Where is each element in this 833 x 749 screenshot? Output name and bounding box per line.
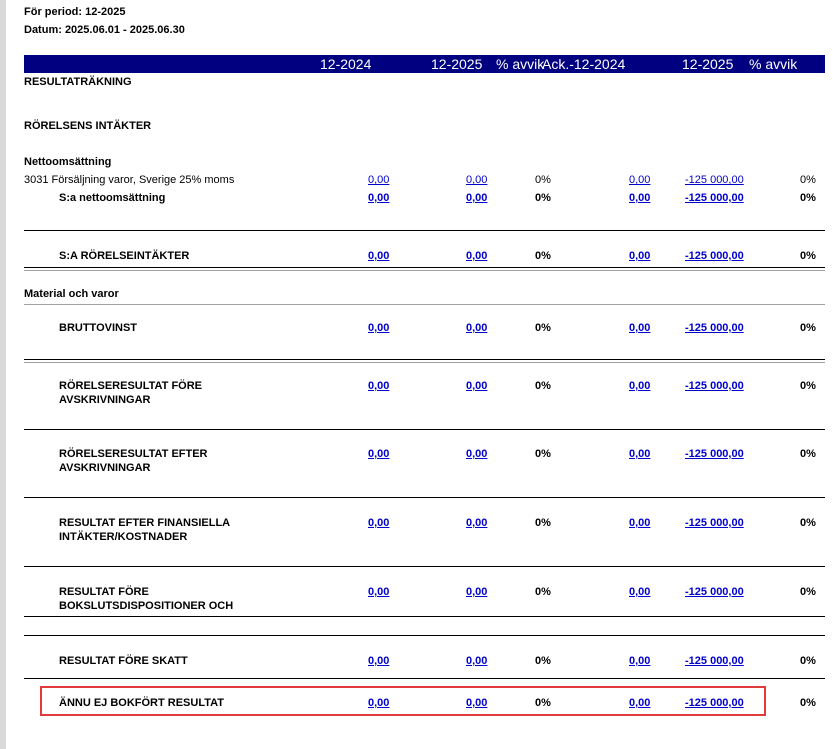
row-label-line2: AVSKRIVNINGAR — [59, 462, 151, 474]
value-link[interactable]: -125 000,00 — [685, 697, 744, 709]
value-link[interactable]: 0,00 — [629, 697, 651, 709]
row-label: S:A RÖRELSEINTÄKTER — [59, 250, 190, 262]
value-link[interactable]: -125 000,00 — [685, 586, 744, 598]
value-link[interactable]: 0,00 — [368, 174, 390, 186]
value-link[interactable]: 0,00 — [368, 322, 390, 334]
value-link[interactable]: 0,00 — [466, 174, 488, 186]
section-rorelsens-intakter: RÖRELSENS INTÄKTER — [24, 120, 152, 132]
value-link[interactable]: -125 000,00 — [685, 174, 744, 186]
pct-value: 0% — [535, 655, 551, 667]
column-header-bar — [24, 55, 825, 73]
value-link[interactable]: -125 000,00 — [685, 192, 744, 204]
row-label: BRUTTOVINST — [59, 322, 138, 334]
divider — [24, 267, 825, 268]
col-header-12-2024: 12-2024 — [320, 56, 372, 72]
pct-value: 0% — [800, 697, 816, 709]
value-link[interactable]: -125 000,00 — [685, 322, 744, 334]
pct-value: 0% — [535, 586, 551, 598]
value-link[interactable]: 0,00 — [466, 250, 488, 262]
row-label: RESULTAT EFTER FINANSIELLA — [59, 517, 231, 529]
value-link[interactable]: -125 000,00 — [685, 250, 744, 262]
value-link[interactable]: 0,00 — [466, 322, 488, 334]
col-header-pct-avvik-ack: % avvik — [749, 56, 798, 72]
pct-value: 0% — [800, 174, 816, 186]
value-link[interactable]: 0,00 — [466, 448, 488, 460]
row-label: 3031 Försäljning varor, Sverige 25% moms — [24, 174, 235, 186]
value-link[interactable]: 0,00 — [466, 697, 488, 709]
value-link[interactable]: 0,00 — [466, 517, 488, 529]
value-link[interactable]: 0,00 — [629, 250, 651, 262]
value-link[interactable]: 0,00 — [368, 697, 390, 709]
value-link[interactable]: 0,00 — [368, 192, 390, 204]
section-resultatrakning: RESULTATRÄKNING — [24, 76, 132, 88]
col-header-12-2025-ack: 12-2025 — [682, 56, 734, 72]
section-nettoomsattning: Nettoomsättning — [24, 156, 112, 168]
col-header-12-2025: 12-2025 — [431, 56, 483, 72]
divider — [24, 497, 825, 498]
section-material-och-varor: Material och varor — [24, 288, 119, 300]
divider — [24, 678, 825, 679]
row-label: S:a nettoomsättning — [59, 192, 166, 204]
row-label: RÖRELSERESULTAT FÖRE — [59, 380, 202, 392]
value-link[interactable]: 0,00 — [466, 380, 488, 392]
pct-value: 0% — [800, 192, 816, 204]
value-link[interactable]: 0,00 — [368, 586, 390, 598]
pct-value: 0% — [535, 380, 551, 392]
value-link[interactable]: -125 000,00 — [685, 448, 744, 460]
pct-value: 0% — [800, 517, 816, 529]
left-scroll-gutter — [0, 0, 6, 749]
pct-value: 0% — [800, 586, 816, 598]
divider — [24, 304, 825, 305]
value-link[interactable]: 0,00 — [368, 655, 390, 667]
date-line: Datum: 2025.06.01 - 2025.06.30 — [24, 24, 185, 36]
value-link[interactable]: 0,00 — [629, 655, 651, 667]
value-link[interactable]: 0,00 — [368, 517, 390, 529]
value-link[interactable]: 0,00 — [629, 380, 651, 392]
col-header-pct-avvik: % avvik — [496, 56, 545, 72]
row-label: RÖRELSERESULTAT EFTER — [59, 448, 208, 460]
divider — [24, 566, 825, 567]
pct-value: 0% — [535, 192, 551, 204]
divider — [24, 270, 825, 271]
pct-value: 0% — [535, 448, 551, 460]
highlight-box — [40, 686, 766, 716]
pct-value: 0% — [800, 655, 816, 667]
value-link[interactable]: -125 000,00 — [685, 655, 744, 667]
value-link[interactable]: 0,00 — [466, 192, 488, 204]
divider — [24, 359, 825, 360]
divider — [24, 635, 825, 636]
divider — [24, 429, 825, 430]
row-label-line2: INTÄKTER/KOSTNADER — [59, 531, 188, 543]
value-link[interactable]: 0,00 — [629, 517, 651, 529]
value-link[interactable]: 0,00 — [466, 586, 488, 598]
pct-value: 0% — [535, 697, 551, 709]
row-label-line2: BOKSLUTSDISPOSITIONER OCH — [59, 600, 234, 612]
value-link[interactable]: 0,00 — [629, 586, 651, 598]
pct-value: 0% — [535, 322, 551, 334]
pct-value: 0% — [535, 517, 551, 529]
divider — [24, 616, 825, 617]
row-label: RESULTAT FÖRE — [59, 586, 149, 598]
pct-value: 0% — [800, 380, 816, 392]
value-link[interactable]: 0,00 — [368, 380, 390, 392]
value-link[interactable]: -125 000,00 — [685, 517, 744, 529]
row-label: RESULTAT FÖRE SKATT — [59, 655, 188, 667]
value-link[interactable]: -125 000,00 — [685, 380, 744, 392]
col-header-ack-12-2024: Ack.-12-2024 — [542, 56, 626, 72]
pct-value: 0% — [535, 250, 551, 262]
divider — [24, 362, 825, 363]
pct-value: 0% — [800, 448, 816, 460]
value-link[interactable]: 0,00 — [629, 174, 651, 186]
period-line: För period: 12-2025 — [24, 6, 126, 18]
row-label-line2: AVSKRIVNINGAR — [59, 394, 151, 406]
pct-value: 0% — [800, 322, 816, 334]
row-label: ÄNNU EJ BOKFÖRT RESULTAT — [59, 697, 224, 709]
value-link[interactable]: 0,00 — [629, 192, 651, 204]
value-link[interactable]: 0,00 — [629, 322, 651, 334]
value-link[interactable]: 0,00 — [466, 655, 488, 667]
pct-value: 0% — [800, 250, 816, 262]
value-link[interactable]: 0,00 — [368, 250, 390, 262]
divider — [24, 230, 825, 231]
pct-value: 0% — [535, 174, 551, 186]
value-link[interactable]: 0,00 — [368, 448, 390, 460]
value-link[interactable]: 0,00 — [629, 448, 651, 460]
